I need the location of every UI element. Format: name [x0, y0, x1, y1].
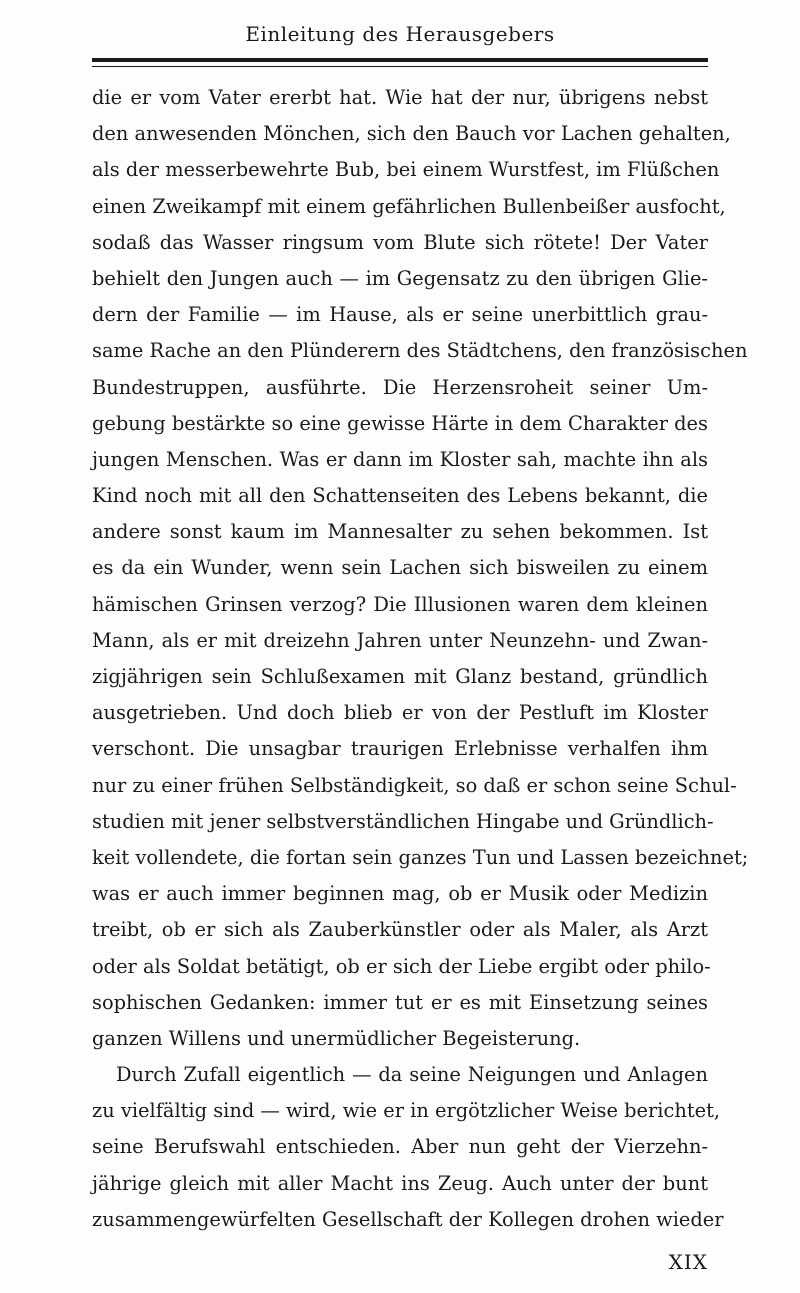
text-line: Kind noch mit all den Schattenseiten des Lebens bekannt, die [92, 484, 708, 508]
text-line: zigjährigen sein Schlußexamen mit Glanz bestand, gründlich [92, 665, 708, 688]
text-line: same Rache an den Plünderern des Städtchens, den französischen [92, 339, 748, 363]
text-line: Durch Zufall eigentlich — da seine Neigungen und Anlagen [116, 1063, 708, 1087]
text-line: sophischen Gedanken: immer tut er es mit Einsetzung seines [92, 990, 708, 1014]
text-line: was er auch immer beginnen mag, ob er Musik oder Medizin [92, 882, 708, 906]
text-line: jährige gleich mit aller Macht ins Zeug. Auch unter der bunt [92, 1171, 708, 1195]
text-line: sodaß das Wasser ringsum vom Blute sich rötete! Der Vater [92, 230, 708, 254]
text-line: es da ein Wunder, wenn sein Lachen sich bisweilen zu einem [92, 556, 708, 580]
text-line: Mann, als er mit dreizehn Jahren unter Neunzehn- und Zwan- [92, 628, 708, 652]
body-text [92, 80, 749, 1238]
text-line: keit vollendete, die fortan sein ganzes Tun und Lassen bezeichnet; [92, 845, 749, 869]
text-line: nur zu einer frühen Selbständigkeit, so daß er schon seine Schul- [92, 773, 737, 797]
page-number: XIX [668, 1250, 708, 1274]
header-rule-thick [92, 58, 708, 62]
text-line: treibt, ob er sich als Zauberkünstler oder als Maler, als Arzt [92, 918, 708, 942]
text-line: andere sonst kaum im Mannesalter zu sehen bekommen. Ist [92, 520, 708, 544]
text-line: seine Berufswahl entschieden. Aber nun geht der Vierzehn- [92, 1135, 708, 1159]
text-line: zu vielfältig sind — wird, wie er in ergötzlicher Weise berichtet, [92, 1099, 721, 1123]
text-line: ganzen Willens und unermüdlicher Begeisterung. [92, 1026, 581, 1050]
text-line: behielt den Jungen auch — im Gegensatz zu den übrigen Glie- [92, 266, 708, 290]
text-line: als der messerbewehrte Bub, bei einem Wurstfest, im Flüßchen [92, 158, 720, 182]
text-line: dern der Familie — im Hause, als er seine unerbittlich grau- [92, 303, 708, 327]
text-line: den anwesenden Mönchen, sich den Bauch vor Lachen gehalten, [92, 122, 731, 146]
text-line: einen Zweikampf mit einem gefährlichen Bullenbeißer ausfocht, [92, 194, 726, 218]
text-line: verschont. Die unsagbar traurigen Erlebnisse verhalfen ihm [92, 737, 708, 761]
text-line: hämischen Grinsen verzog? Die Illusionen waren dem kleinen [92, 592, 708, 616]
text-line: jungen Menschen. Was er dann im Kloster sah, machte ihn als [92, 447, 708, 471]
text-line: oder als Soldat betätigt, ob er sich der Liebe ergibt oder philo- [92, 954, 711, 978]
text-line: zusammengewürfelten Gesellschaft der Kollegen drohen wieder [92, 1207, 724, 1231]
text-line: gebung bestärkte so eine gewisse Härte in dem Charakter des [92, 411, 708, 435]
text-line: die er vom Vater ererbt hat. Wie hat der nur, übrigens nebst [92, 86, 708, 109]
header-rule-thin [92, 66, 708, 67]
text-line: ausgetrieben. Und doch blieb er von der Pestluft im Kloster [92, 701, 708, 725]
running-head: Einleitung des Herausgebers [245, 22, 555, 46]
text-line: studien mit jener selbstverständlichen Hingabe und Gründlich- [92, 809, 714, 833]
text-line: Bundestruppen, ausführte. Die Herzensroheit seiner Um- [92, 375, 708, 399]
